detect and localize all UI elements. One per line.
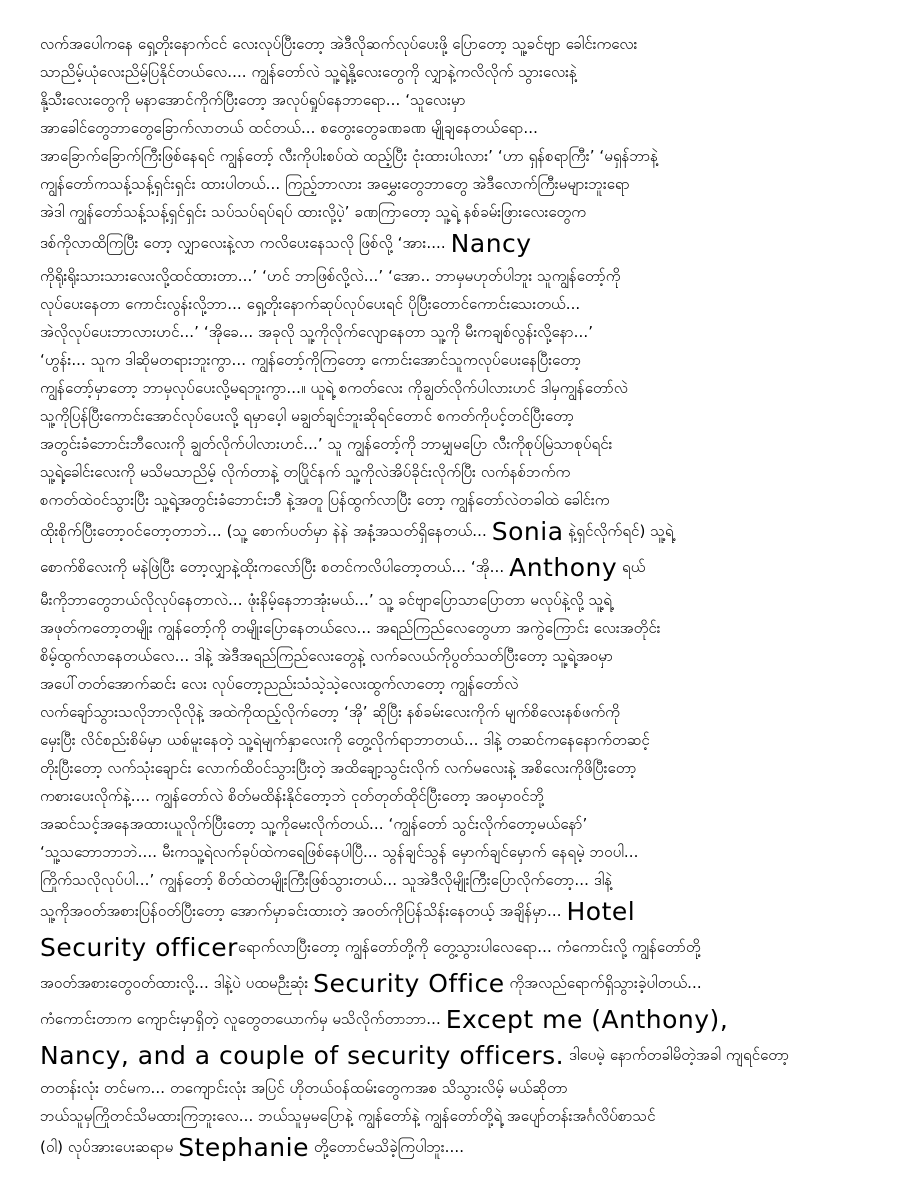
burmese-text: အဖုတ်ကတော့တမျိုး ကျွန်တော့်ကို တမျိုးပြောနေတယ်လေ... အရည်ကြည်လေတွေဟာ အကွဲကြောင်း လေးအတိုင်း (40, 619, 661, 637)
burmese-text: မီးကိုဘာတွေဘယ်လိုလုပ်နေတာလဲ... ဖုံးနိမ့်နေဘာအုံးမယ်...’ သူ့ ခင်ဗျာပြောသာပြောတာ မလုပ်နဲ့လို့ သူ့ရဲ့ (40, 591, 612, 609)
burmese-text: သူ့ကိုပြန်ပြီးကောင်းအောင်လုပ်ပေးလို့ ရမှာပေ့ါ မချွတ်ချင်ဘူးဆိုရင်တောင် စကတ်ကိုပင့်တင်ပြီးတော့ (40, 407, 575, 425)
burmese-text: တတန်းလုံး တင်မက... တကျောင်းလုံး အပြင် ဟိုတယ်ဝန်ထမ်းတွေကအစ သိသွားလိမ့် မယ်ဆိုတာ (40, 1079, 568, 1097)
text-line (40, 1074, 899, 1102)
text-line (40, 290, 899, 318)
burmese-text: ကိုအလည်ရောက်ရှိသွားခဲ့ပါတယ်... (504, 974, 702, 992)
document-body (40, 30, 899, 1166)
text-line (40, 754, 899, 782)
text-line (40, 1038, 899, 1074)
burmese-text: တို့တောင်မသိခဲ့ကြပါဘူး.... (308, 1138, 465, 1156)
english-name-text: Except me (Anthony), (445, 1005, 729, 1034)
text-line (40, 514, 899, 550)
burmese-text: အာခြောက်ခြောက်ကြီးဖြစ်နေရင် ကျွန်တော့် လီးကိုပါးစပ်ထဲ ထည့်ပြီး ငုံးထားပါးလား’ ‘ဟာ ရှန်စရာကြီး’ ‘မရှန်ဘာနဲ့ (40, 147, 659, 165)
text-line (40, 726, 899, 754)
burmese-text: သူ့ကိုအဝတ်အစားပြန်ဝတ်ပြီးတော့ အောက်မှာခင်းထားတဲ့ အဝတ်ကိုပြန်သိန်းနေတယ့် အချိန်မှာ... (40, 902, 567, 920)
burmese-text: အာခေါင်တွေဘာတွေခြောက်လာတယ် ထင်တယ်... စတွေးတွေခဏခဏ မျိုချနေတယ်ရော... (40, 119, 538, 137)
text-line (40, 1002, 899, 1038)
burmese-text: သာညိမ့်ယုံလေးညိမ့်ပြနိုင်တယ်လေ.... ကျွန်တော်လဲ သူ့ရဲ့နို့လေးတွေကို လျှာနဲ့ကလိလိုက် သွားလေးနဲ့ (40, 63, 577, 81)
english-name-text: Security Office (313, 969, 505, 998)
burmese-text: ဒါပေမဲ့ နောက်တခါမိတဲ့အခါ ကျရင်တော့ (564, 1046, 790, 1064)
text-line (40, 346, 899, 374)
text-line (40, 586, 899, 614)
text-line (40, 226, 899, 262)
english-name-text: Sonia (491, 517, 564, 546)
burmese-text: နဲ့ရှင်လိုက်ရင်) သူ့ရဲ့ (563, 522, 674, 540)
text-line (40, 114, 899, 142)
burmese-text: လုပ်ပေးနေတာ ကောင်းလွန်းလို့ဘာ... ရှေ့တိုးနောက်ဆုပ်လုပ်ပေးရင် ပိုပြီးတောင်ကောင်းသေးတယ်... (40, 295, 581, 313)
english-name-text: Hotel (566, 897, 636, 926)
burmese-text: ‘သူ့သဘောဘာဘဲ.... မီးကသူ့ရဲလက်ခုပ်ထဲကရေဖြစ်နေပါပြီ... သွန်ချင်သွန် မှောက်ချင်မှောက် နေရမဲ့ ဘဝပါ... (40, 843, 639, 861)
text-line (40, 838, 899, 866)
burmese-text: အပေါ်တတ်အောက်ဆင်း လေး လုပ်တော့ညည်းသံသဲ့သဲ့လေးထွက်လာတော့ ကျွန်တော်လဲ (40, 675, 519, 693)
text-line (40, 810, 899, 838)
english-name-text: Stephanie (178, 1133, 309, 1162)
text-line (40, 894, 899, 930)
burmese-text: ကြိုက်သလိုလုပ်ပါ...’ ကျွန်တော့် စိတ်ထဲတမျိုးကြီးဖြစ်သွားတယ်... သူအဲဒီလိုမျိုးကြီးပြောလိုက်တော့... ဒါနဲ့ (40, 871, 613, 889)
text-line (40, 782, 899, 810)
burmese-text: နို့သီးလေးတွေကို မနာအောင်ကိုက်ပြီးတော့ အလုပ်ရှုပ်နေဘာရော... ‘သူလေးမှာ (40, 91, 466, 109)
burmese-text: ဘယ်သူမှကြိုတင်သိမထားကြဘူးလေ... ဘယ်သူမှမပြောနဲ့ ကျွန်တော်နဲ့ ကျွန်တော်တို့ရဲ့ အပျော်တန်းအင်္ဂလိပ်စာသင် (40, 1107, 656, 1125)
text-line (40, 58, 899, 86)
text-line (40, 198, 899, 226)
burmese-text: အတွင်းခံဘောင်းဘီလေးကို ချွတ်လိုက်ပါလားဟင်...’ သူ ကျွန်တော့်ကို ဘာမျှမပြော လီးကိုစုပ်မြဲသာစုပ်ရင်း (40, 435, 613, 453)
text-line (40, 550, 899, 586)
burmese-text: သူ့ရဲ့ခေါင်းလေးကို မသိမသာညိမ့် လိုက်တာနဲ့ တပြိုင်နက် သူ့ကိုလဲအိပ်ခိုင်းလိုက်ပြီး လက်နစ်ဘက်က (40, 463, 571, 481)
burmese-text: စောက်စိလေးကို မနဲဖြဲပြီး တော့လျှာနဲ့ထိုးကလော်ပြီး စတင်ကလိပါတော့တယ်... ‘အို... (40, 558, 510, 576)
burmese-text: ကျွန်တော်ကသန့်သန့်ရှင်းရှင်း ထားပါတယ်... ကြည့်ဘာလား အမွှေးတွေဘာတွေ အဲဒီလောက်ကြီးမများဘူးရော (40, 175, 630, 193)
text-line (40, 966, 899, 1002)
text-line (40, 670, 899, 698)
burmese-text: စိမ့်ထွက်လာနေတယ်လေ... ဒါနဲ့ အဲဒီအရည်ကြည်လေးတွေနဲ့ လက်ခလယ်ကိုပွတ်သတ်ပြီးတော့ သူ့ရဲ့အဝမှာ (40, 647, 614, 665)
text-line (40, 1130, 899, 1166)
burmese-text: လက်အပေါကနေ ရှေ့တိုးနောက်ငင် လေးလုပ်ပြီးတော့ အဲဒီလိုဆက်လုပ်ပေးဖို့ ပြောတော့ သူ့ခင်ဗျာ ခေါင်းကလေး (40, 35, 638, 53)
english-name-text: Anthony (509, 553, 618, 582)
text-line (40, 1102, 899, 1130)
text-line (40, 170, 899, 198)
text-line (40, 86, 899, 114)
text-line (40, 30, 899, 58)
burmese-text: (ဝါ) လုပ်အားပေးဆရာမ (40, 1138, 179, 1156)
burmese-text: ရောက်လာပြီးတော့ ကျွန်တော်တို့ကို တွေ့သွားပါလေရော... ကံကောင်းလို့ ကျွန်တော်တို့ (237, 938, 701, 956)
burmese-text: ကျွန်တော့်မှာတော့ ဘာမှလုပ်ပေးလို့မရဘူးကွာ...။ ယူရဲ့ စကတ်လေး ကိုချွတ်လိုက်ပါလားဟင် ဒါမှကျွန်တော်လဲ (40, 379, 628, 397)
burmese-text: လက်ချော်သွားသလိုဘာလိုလိုနဲ့ အထဲကိုထည့်လိုက်တော့ ‘အို’ ဆိုပြီး နစ်ခမ်းလေးကိုက် မျက်စိလေးနစ်ဖက်ကို (40, 703, 620, 721)
burmese-text: ကစားပေးလိုက်နဲ့.... ကျွန်တော်လဲ စိတ်မထိန်းနိုင်တော့ဘဲ ငုတ်တုတ်ထိုင်ပြီးတော့ အဝမှာဝင်ဘို့ (40, 787, 545, 805)
burmese-text: အဲလိုလုပ်ပေးဘာလားဟင်...’ ‘အိုခေ... အခုလို သူ့ကိုလိုက်လျောနေတာ သူ့ကို မီးကချစ်လွန်းလို့နော...’ (40, 323, 594, 341)
burmese-text: ‘ဟွန်း... သူက ဒါဆိုမတရားဘူးကွာ... ကျွန်တော့်ကိုကြတော့ ကောင်းအောင်သူကလုပ်ပေးနေပြီးတော့ (40, 351, 582, 369)
burmese-text: မှေးပြီး လိင်စည်းစိမ်မှာ ယစ်မူးနေတဲ့ သူ့ရဲမျက်နှာလေးကို တွေ့လိုက်ရာဘာတယ်... ဒါနဲ့ တဆင်ကနေနောက်တဆင့် (40, 731, 650, 749)
text-line (40, 698, 899, 726)
english-name-text: Security officer (40, 933, 238, 962)
text-line (40, 486, 899, 514)
text-line (40, 402, 899, 430)
text-line (40, 142, 899, 170)
burmese-text: ကိုရိုးရိုးသားသားလေးလို့ထင်ထားတာ...’ ‘ဟင် ဘာဖြစ်လို့လဲ...’ ‘အော.. ဘာမှမဟုတ်ပါဘူး သူကျွန်တော့်ကို (40, 267, 621, 285)
burmese-text: ကံကောင်းတာက ကျောင်းမှာရှိတဲ့ လူတွေတယောက်မှ မသိလိုက်တာဘာ... (40, 1010, 446, 1028)
burmese-text: ထိုးစိုက်ပြီးတော့ဝင်တော့တာဘဲ... (သူ့ စောက်ပတ်မှာ နဲနဲ အနံ့အသတ်ရှိနေတယ်... (40, 522, 492, 540)
burmese-text: အဝတ်အစားတွေဝတ်ထားလို့... ဒါနဲ့ပဲ ပထမဉီးဆုံး (40, 974, 314, 992)
text-line (40, 642, 899, 670)
burmese-text: ရယ် (617, 558, 646, 576)
text-line (40, 930, 899, 966)
burmese-text: အဆင်သင့်အနေအထားယူလိုက်ပြီးတော့ သူ့ကိုမေးလိုက်တယ်... ‘ကျွန်တော် သွင်းလိုက်တော့မယ်နော်’ (40, 815, 588, 833)
english-name-text: Nancy (450, 229, 532, 258)
english-name-text: Nancy, and a couple of security officers. (40, 1041, 565, 1070)
text-line (40, 614, 899, 642)
text-line (40, 318, 899, 346)
burmese-text: အဲဒါ ကျွန်တော်သန့်သန့်ရှင်ရှင်း သပ်သပ်ရပ်ရပ် ထားလို့ပဲ့’ ခဏကြာတော့ သူ့ရဲ့ နစ်ခမ်းဖြားလေးတွေက (40, 203, 587, 221)
text-line (40, 262, 899, 290)
text-line (40, 430, 899, 458)
text-line (40, 866, 899, 894)
burmese-text: စကတ်ထဲဝင်သွားပြီး သူ့ရဲ့အတွင်းခံဘောင်းဘီ နဲ့အတူ ပြန်ထွက်လာပြီး တော့ ကျွန်တော်လဲတခါထဲ ခေါင်းက (40, 491, 610, 509)
burmese-text: ဒစ်ကိုလာထိကြပြီး တော့ လျှာလေးနဲ့လာ ကလိပေးနေသလို ဖြစ်လို့ ‘အား.... (40, 234, 451, 252)
text-line (40, 458, 899, 486)
text-line (40, 374, 899, 402)
burmese-text: တိုးပြီးတော့ လက်သုံးချောင်း လောက်ထိဝင်သွားပြီးတဲ့ အထိချော့သွင်းလိုက် လက်မလေးနဲ့ အစိလေးကိုဖိပြီးတော့ (40, 759, 637, 777)
